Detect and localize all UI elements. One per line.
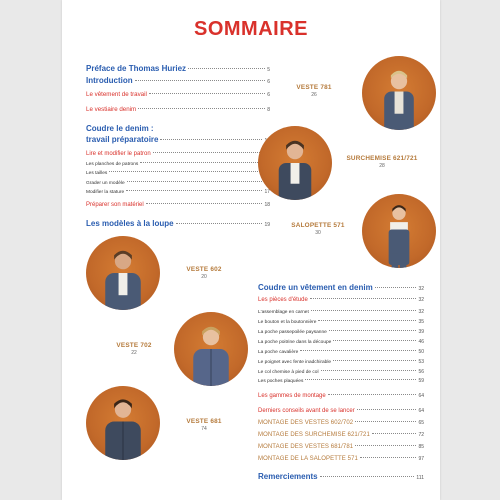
model-figure-icon [362,56,436,130]
toc-page-number: 50 [418,349,424,355]
toc-label: Les modèles à la loupe [86,219,174,228]
toc-label: Les planches de patrons [86,162,139,167]
toc-entry-pieces-etude[interactable] [258,297,424,303]
toc-label: Lire et modifier le patron [86,151,151,157]
toc-label: Coudre un vêtement en denim [258,283,373,292]
toc-page-number: 111 [416,475,424,481]
photo-salopette-571 [362,194,436,268]
toc-entry-montage-602-702[interactable] [258,420,424,426]
toc-entry-modeles-loupe[interactable] [86,219,270,228]
model-name: VESTE 602 [186,266,222,273]
toc-label: MONTAGE DES SURCHEMISE 621/721 [258,432,370,438]
model-figure-icon [86,386,160,460]
model-page: 20 [201,274,207,280]
toc-label: Les tailles [86,171,108,176]
toc-entry-bouton[interactable] [258,319,424,325]
toc-label: Les poches plaquées [258,379,304,384]
toc-label: MONTAGE DES VESTES 602/702 [258,420,354,426]
toc-page-number: 59 [418,378,424,384]
model-name: VESTE 702 [116,342,152,349]
toc-page [62,0,440,500]
toc-entry-lire-patron[interactable] [86,151,270,157]
toc-page-number: 19 [264,222,270,228]
toc-label: Le bouton et la boutonnière [258,320,317,325]
toc-page-number: 65 [418,420,424,426]
toc-entry-poche-poitrine[interactable] [258,339,424,345]
toc-label: Préface de Thomas Huriez [86,64,187,73]
toc-page-number: 64 [418,393,424,399]
toc-label: La poche cavalière [258,350,299,355]
toc-entry-montage-salopette[interactable] [258,456,424,462]
model-name: VESTE 681 [186,418,222,425]
toc-page-number: 5 [267,67,270,73]
model-figure-icon [258,126,332,200]
toc-page-number: 97 [418,456,424,462]
toc-label: Les gammes de montage [258,393,326,399]
toc-label: L'assemblage en carnet [258,310,309,315]
toc-label: Introduction [86,76,133,85]
toc-page-number: 53 [418,359,424,365]
toc-heading-coudre-denim[interactable] [86,124,270,133]
toc-entry-poche-passepoilee[interactable] [258,329,424,335]
toc-entry-poches-plaquees[interactable] [258,378,424,384]
toc-entry-montage-621-721[interactable] [258,432,424,438]
toc-page-number: 8 [267,107,270,113]
toc-label: Préparer son matériel [86,202,144,208]
toc-heading-coudre-vetement[interactable] [258,283,424,292]
caption-veste-702 [102,342,166,356]
model-page: 22 [131,350,137,356]
toc-heading-travail-preparatoire[interactable] [86,135,270,144]
toc-entry-planches[interactable] [86,161,270,167]
caption-surchemise [334,155,430,169]
model-page: 74 [201,426,207,432]
photo-veste-702 [174,312,248,386]
toc-label: Le vestiaire denim [86,106,137,113]
caption-salopette [282,222,354,236]
toc-page-number: 39 [418,329,424,335]
toc-entry-poche-cavaliere[interactable] [258,349,424,355]
photo-veste-781 [362,56,436,130]
toc-entry-grader[interactable] [86,180,270,186]
page-title: SOMMAIRE [194,18,308,40]
toc-entry-introduction[interactable] [86,76,270,85]
model-page: 28 [379,163,385,169]
model-figure-icon [362,194,436,268]
model-name: SALOPETTE 571 [291,222,345,229]
caption-veste-602 [172,266,236,280]
toc-page-number: 18 [264,202,270,208]
toc-label: Les pièces d'étude [258,297,308,303]
toc-page-number: 6 [267,92,270,98]
toc-page-number: 6 [267,79,270,85]
toc-entry-montage-681-781[interactable] [258,444,424,450]
toc-entry-poignet[interactable] [258,359,424,365]
toc-page-number: 32 [418,297,424,303]
toc-entry-remerciements[interactable] [258,472,424,481]
toc-label: MONTAGE DES VESTES 681/781 [258,444,354,450]
toc-label: Remerciements [258,472,318,481]
toc-label: travail préparatoire [86,135,159,144]
toc-entry-vetement-travail[interactable] [86,91,270,98]
toc-label: Grader un modèle [86,181,125,186]
toc-label: Coudre le denim : [86,124,154,133]
toc-page-number: 17 [264,189,270,195]
toc-entry-tailles[interactable] [86,170,270,176]
toc-page-number: 72 [418,432,424,438]
toc-entry-col-chemise[interactable] [258,369,424,375]
toc-entry-preface[interactable] [86,64,270,73]
model-page: 30 [315,230,321,236]
toc-entry-assemblage[interactable] [258,309,424,315]
model-name: SURCHEMISE 621/721 [346,155,418,162]
photo-veste-602 [86,236,160,310]
photo-surchemise-621-721 [258,126,332,200]
model-figure-icon [86,236,160,310]
toc-label: Derniers conseils avant de se lancer [258,408,355,414]
toc-entry-vestiaire-denim[interactable] [86,106,270,113]
toc-page-number: 35 [418,319,424,325]
toc-label: Le vêtement de travail [86,91,147,98]
toc-entry-stature[interactable] [86,189,270,195]
toc-label: Le col chemise à pied de col [258,370,319,375]
toc-entry-gammes-montage[interactable] [258,393,424,399]
toc-page-number: 56 [418,369,424,375]
toc-entry-derniers-conseils[interactable] [258,408,424,414]
caption-veste-781 [274,84,354,98]
toc-page-number: 85 [418,444,424,450]
caption-veste-681 [172,418,236,432]
toc-page-number: 46 [418,339,424,345]
toc-label: Modifier la stature [86,190,125,195]
photo-veste-681 [86,386,160,460]
model-page: 26 [311,92,317,98]
model-name: VESTE 781 [296,84,332,91]
toc-page-number: 32 [418,286,424,292]
toc-label: La poche poitrine dans la découpe [258,340,332,345]
model-figure-icon [174,312,248,386]
toc-page-number: 64 [418,408,424,414]
toc-label: Le poignet avec fente inadchirable [258,360,332,365]
toc-page-number: 32 [418,309,424,315]
toc-entry-materiel[interactable] [86,202,270,208]
toc-label: La poche passepoilée paysanne [258,330,327,335]
toc-label: MONTAGE DE LA SALOPETTE 571 [258,456,358,462]
